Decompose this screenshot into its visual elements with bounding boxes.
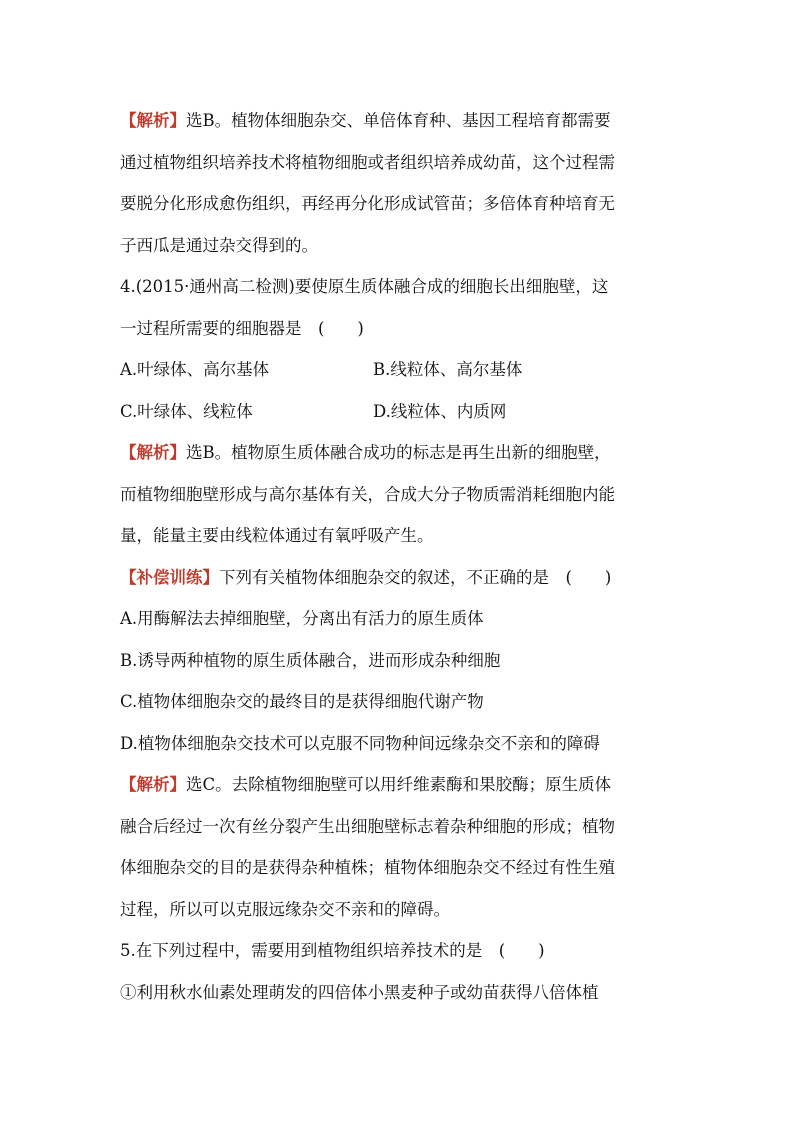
analysis-3-line-3: 体细胞杂交的目的是获得杂种植株；植物体细胞杂交不经过有性生殖 xyxy=(120,858,615,877)
supplement-option-c: C.植物体细胞杂交的最终目的是获得细胞代谢产物 xyxy=(120,692,484,711)
option-b: B.线粒体、高尔基体 xyxy=(373,360,523,379)
question-4-line-1: 4.(2015·通州高二检测)要使原生质体融合成的细胞长出细胞壁，这 xyxy=(120,277,609,296)
supplement-option-d: D.植物体细胞杂交技术可以克服不同物种间远缘杂交不亲和的障碍 xyxy=(120,733,600,753)
content-area xyxy=(120,100,676,1013)
question-5-line-2: ①利用秋水仙素处理萌发的四倍体小黑麦种子或幼苗获得八倍体植 xyxy=(120,982,599,1002)
analysis-1-line-4: 子西瓜是通过杂交得到的。 xyxy=(120,235,318,255)
question-4-line-2: 一过程所需要的细胞器是 ( ) xyxy=(120,318,364,338)
analysis-tag: 【解析】 xyxy=(120,443,186,462)
option-d: D.线粒体、内质网 xyxy=(373,401,507,421)
supplement-question: 【补偿训练】下列有关植物体细胞杂交的叙述，不正确的是 ( ) xyxy=(120,567,612,587)
option-a: A.叶绿体、高尔基体 xyxy=(120,360,270,379)
question-4-options-row-1 xyxy=(120,349,676,391)
analysis-2-line-1: 【解析】选B。植物原生质体融合成功的标志是再生出新的细胞壁， xyxy=(120,443,611,462)
analysis-2-line-2: 而植物细胞壁形成与高尔基体有关，合成大分子物质需消耗细胞内能 xyxy=(120,484,615,504)
analysis-1-line-3: 要脱分化形成愈伤组织，再经再分化形成试管苗；多倍体育种培育无 xyxy=(120,194,615,213)
analysis-3-line-4: 过程，所以可以克服远缘杂交不亲和的障碍。 xyxy=(120,899,450,919)
analysis-2-line-3: 量，能量主要由线粒体通过有氧呼吸产生。 xyxy=(120,526,434,545)
supplement-option-b: B.诱导两种植物的原生质体融合，进而形成杂种细胞 xyxy=(120,650,501,670)
question-5-line-1: 5.在下列过程中，需要用到植物组织培养技术的是 ( ) xyxy=(120,941,545,960)
question-4-options-row-2 xyxy=(120,391,676,433)
option-c: C.叶绿体、线粒体 xyxy=(120,401,253,421)
analysis-1-line-1: 【解析】选B。植物体细胞杂交、单倍体育种、基因工程培育都需要 xyxy=(120,111,611,130)
analysis-tag: 【解析】 xyxy=(120,775,186,794)
analysis-3-line-1: 【解析】选C。去除植物细胞壁可以用纤维素酶和果胶酶；原生质体 xyxy=(120,775,612,794)
analysis-3-line-2: 融合后经过一次有丝分裂产生出细胞壁标志着杂种细胞的形成；植物 xyxy=(120,816,615,836)
supplement-tag: 【补偿训练】 xyxy=(120,567,219,587)
analysis-1-line-2: 通过植物组织培养技术将植物细胞或者组织培养成幼苗，这个过程需 xyxy=(120,152,615,172)
supplement-option-a: A.用酶解法去掉细胞壁，分离出有活力的原生质体 xyxy=(120,609,484,628)
analysis-tag: 【解析】 xyxy=(120,111,186,130)
